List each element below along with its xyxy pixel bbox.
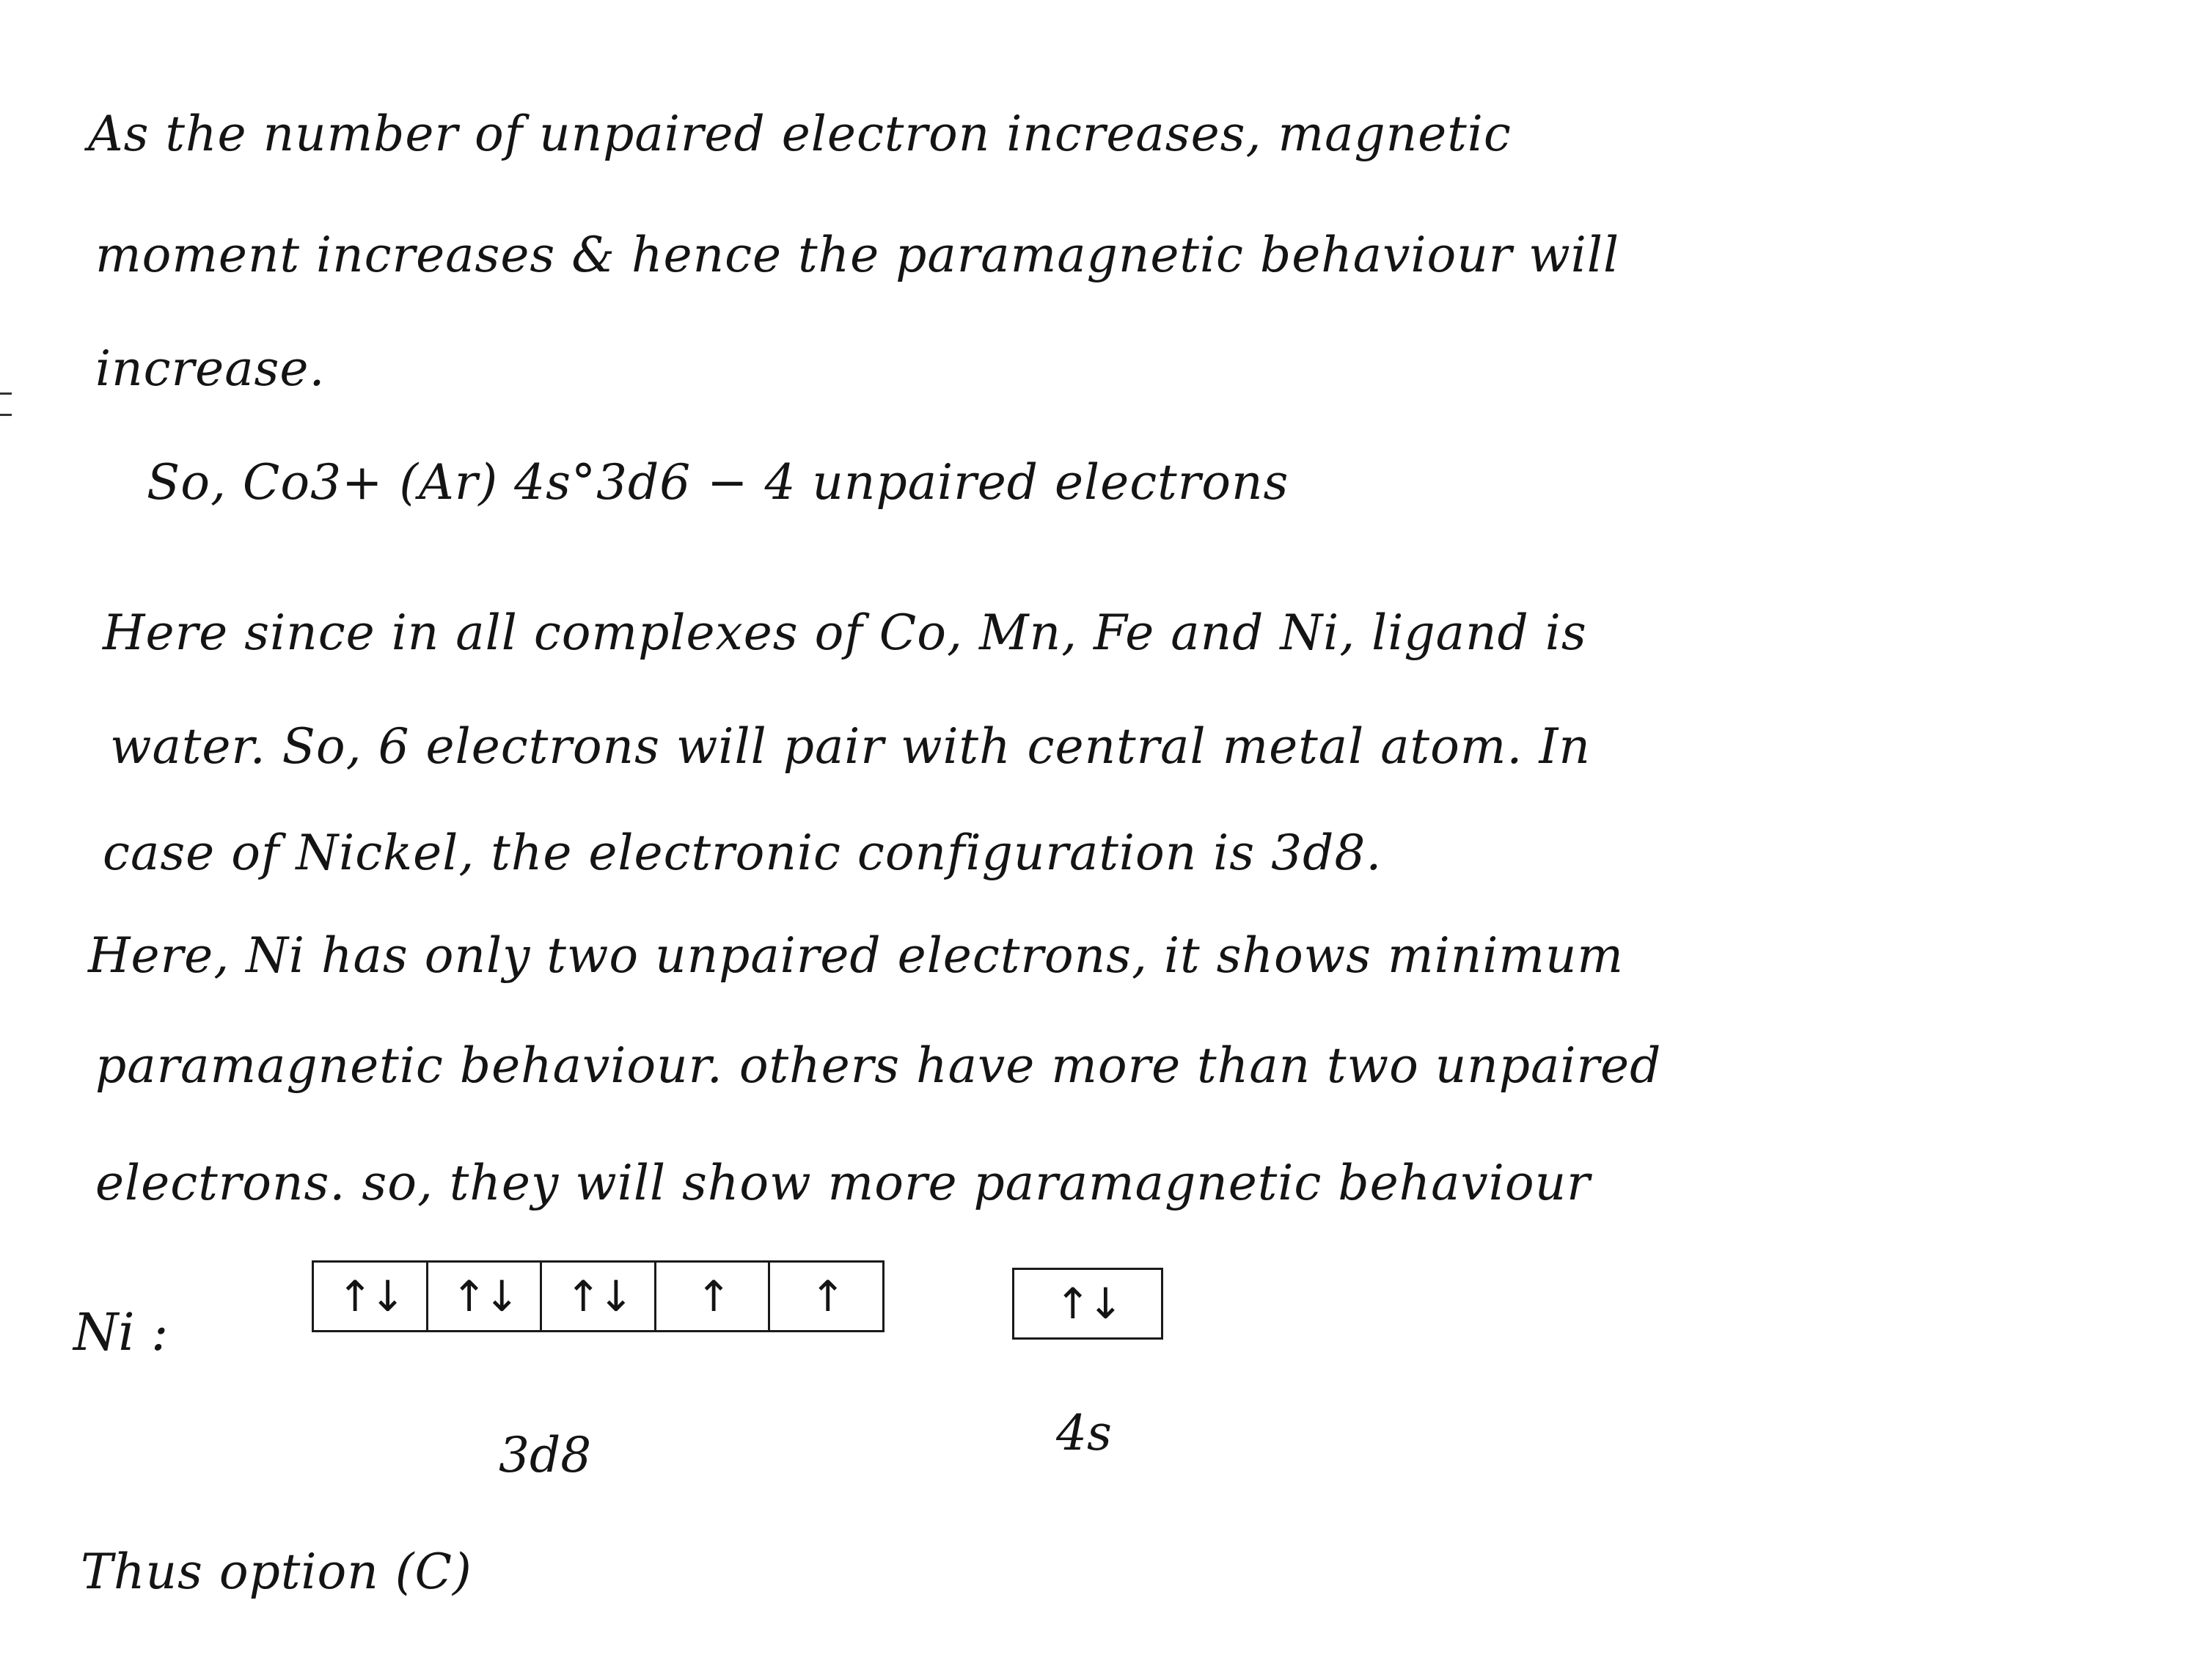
text-line-9: paramagnetic behaviour. others have more than two unpaired — [95, 1037, 1662, 1094]
orbital-4s-label: 4s — [1056, 1405, 1112, 1461]
margin-mark — [0, 392, 12, 416]
orbital-4s-box — [1012, 1268, 1163, 1340]
text-line-7: case of Nickel, the electronic configuration is 3d8. — [103, 825, 1382, 881]
orbital-box: ↑↓ — [1055, 1279, 1121, 1329]
text-line-10: electrons. so, they will show more paramagnetic behaviour — [95, 1155, 1591, 1211]
orbital-box: ↑ — [656, 1263, 771, 1330]
text-line-8: Here, Ni has only two unpaired electrons, it shows minimum — [88, 927, 1625, 984]
text-line-6: water. So, 6 electrons will pair with central metal atom. In — [110, 718, 1591, 775]
orbital-element-label: Ni : — [73, 1302, 169, 1362]
orbital-box: ↑↓ — [428, 1263, 543, 1330]
text-line-2: moment increases & hence the paramagnetic behaviour will — [95, 227, 1620, 283]
text-line-4: So, Co3+ (Ar) 4s°3d6 − 4 unpaired electrons — [147, 454, 1289, 511]
orbital-box: ↑↓ — [314, 1263, 428, 1330]
text-line-3: increase. — [95, 340, 326, 397]
orbital-box: ↑↓ — [542, 1263, 656, 1330]
orbital-3d-label: 3d8 — [499, 1427, 592, 1483]
orbital-box: ↑ — [810, 1271, 843, 1321]
orbital-3d-boxes — [312, 1260, 885, 1332]
conclusion-text: Thus option (C) — [81, 1544, 472, 1600]
text-line-5: Here since in all complexes of Co, Mn, Fe and Ni, ligand is — [103, 605, 1587, 661]
text-line-1: As the number of unpaired electron increases, magnetic — [88, 106, 1512, 162]
